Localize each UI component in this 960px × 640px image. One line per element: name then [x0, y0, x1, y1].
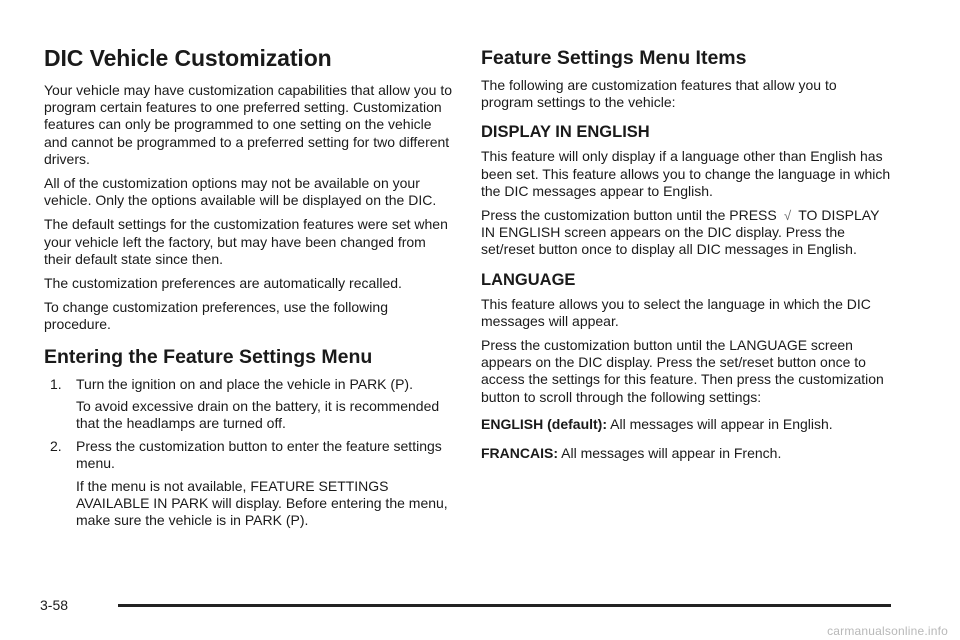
step-note: If the menu is not available, FEATURE SETTINGS AVAILABLE IN PARK will display. Before entering the menu, make sure the vehicle is in PARK (P). — [76, 477, 448, 529]
display-english-text-after: TO DISPLAY IN ENGLISH screen appears on the DIC display. Press the set/reset button once to display all DIC messages in English. — [481, 207, 880, 258]
menu-items-intro: The following are customization features that allow you to program settings to the vehicle: — [481, 77, 837, 111]
checkmark-icon: √ — [784, 208, 792, 224]
language-option-label: ENGLISH (default): — [481, 415, 607, 432]
steps-list — [44, 376, 454, 530]
page-footer — [40, 596, 892, 616]
step-item — [44, 438, 454, 529]
step-text: Turn the ignition on and place the vehicle in PARK (P). — [76, 375, 413, 392]
step-number: 2. — [50, 438, 62, 455]
section-title-entering-menu: Entering the Feature Settings Menu — [44, 345, 373, 368]
language-option — [481, 445, 891, 462]
watermark: carmanualsonline.info — [827, 624, 948, 638]
language-option-text: All messages will appear in English. — [610, 415, 833, 432]
left-column — [44, 44, 454, 535]
language-paragraph-2: Press the customization button until the LANGUAGE screen appears on the DIC display. Press the set/reset button once to access the settings for this feature. Then press the customization button to scroll through the following settings: — [481, 337, 884, 405]
step-item — [44, 376, 454, 433]
right-column — [481, 46, 891, 469]
subsection-title-language: LANGUAGE — [481, 270, 576, 289]
display-english-paragraph-1: This feature will only display if a language other than English has been set. This feature allows you to change the language in which the DIC messages appear to English. — [481, 148, 891, 199]
page-number: 3-58 — [40, 597, 69, 613]
intro-paragraph-5: To change customization preferences, use the following procedure. — [44, 299, 388, 333]
language-option-text: All messages will appear in French. — [561, 445, 782, 462]
intro-paragraph-1: Your vehicle may have customization capabilities that allow you to program certain features to one preferred setting. Customization features can only be programmed to one setting on the vehicle and cannot be programmed to a preferred setting for two different drivers. — [44, 82, 453, 167]
intro-paragraph-3: The default settings for the customization features were set when your vehicle left the factory, but may have been changed from their default state since then. — [44, 216, 448, 267]
display-english-text-before: Press the customization button until the PRESS — [481, 207, 777, 224]
step-text: Press the customization button to enter the feature settings menu. — [76, 438, 442, 472]
language-paragraph-1: This feature allows you to select the language in which the DIC messages will appear. — [481, 295, 871, 329]
subsection-title-display-english: DISPLAY IN ENGLISH — [481, 123, 650, 142]
language-option — [481, 416, 891, 433]
footer-rule — [118, 604, 891, 607]
display-english-paragraph-2 — [481, 207, 891, 259]
intro-paragraph-2: All of the customization options may not be available on your vehicle. Only the options available will be displayed on the DIC. — [44, 175, 437, 209]
section-title-menu-items: Feature Settings Menu Items — [481, 47, 747, 69]
language-option-label: FRANCAIS: — [481, 445, 558, 462]
step-number: 1. — [50, 375, 62, 392]
page-title: DIC Vehicle Customization — [44, 45, 332, 71]
step-note: To avoid excessive drain on the battery, it is recommended that the headlamps are turned off. — [76, 397, 440, 432]
intro-paragraph-4: The customization preferences are automatically recalled. — [44, 275, 402, 292]
